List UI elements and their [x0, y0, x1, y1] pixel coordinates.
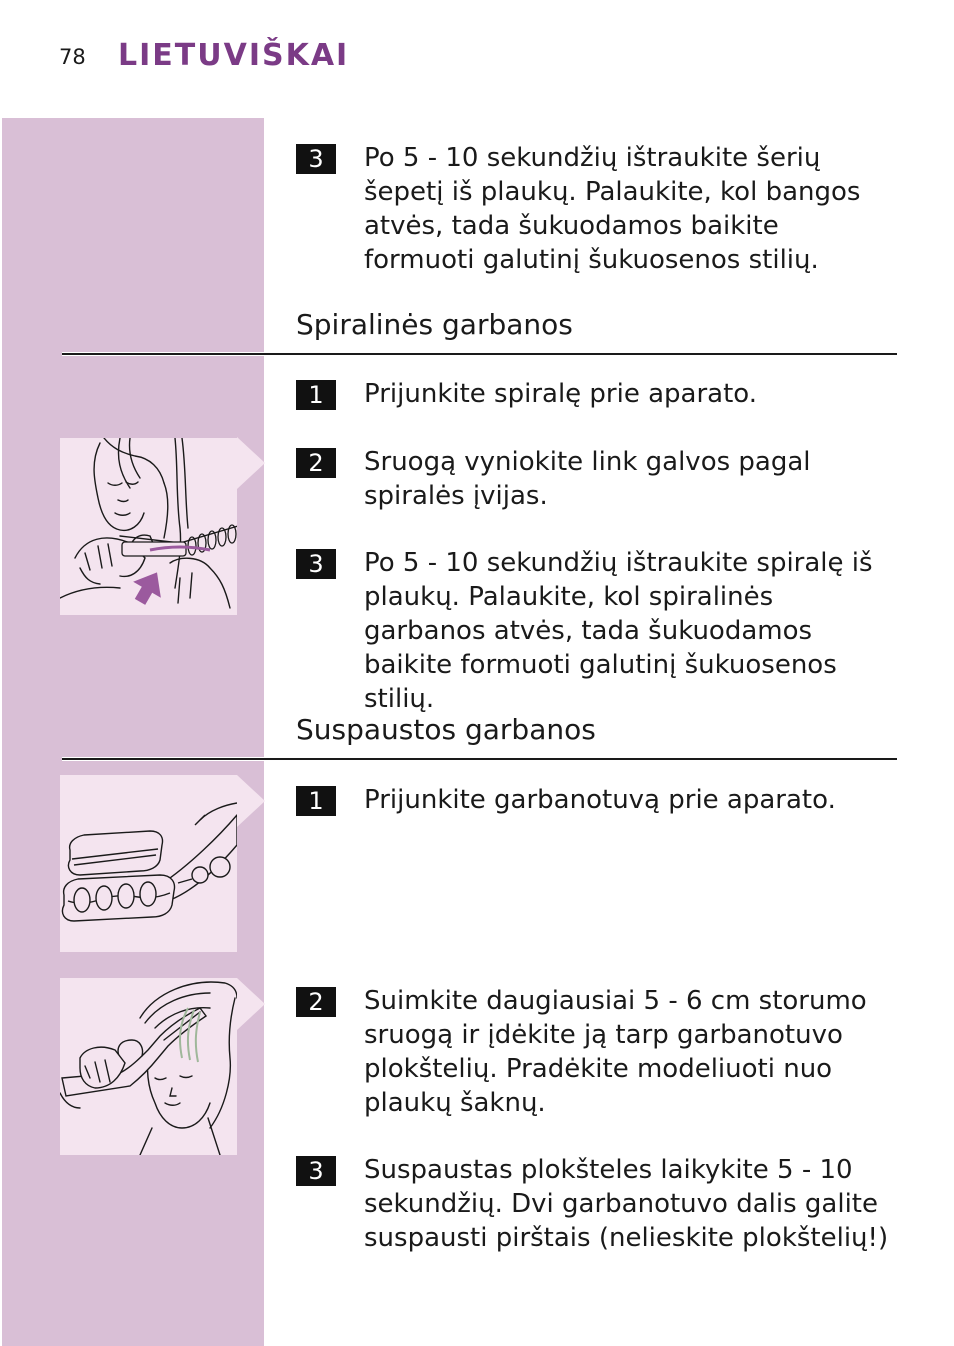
step-number: 3: [296, 549, 336, 579]
crimping-hair-illustration: [60, 978, 237, 1155]
step-number: 3: [296, 1156, 336, 1186]
arrow-up-icon: [126, 564, 171, 609]
step-text: Po 5 - 10 sekundžių ištraukite šerių šepetį iš plaukų. Palaukite, kol bangos atvės, tada šukuodamos baikite formuoti galutinį šukuosenos stilių.: [364, 143, 861, 275]
spiral-styling-illustration: [60, 438, 237, 615]
illustration-pointer: [237, 978, 265, 1030]
crimper-attachment-illustration: [60, 775, 237, 952]
step-number: 1: [296, 786, 336, 816]
step-text: Suspaustas plokšteles laikykite 5 - 10 sekundžių. Dvi garbanotuvo dalis galite suspausti pirštais (nelieskite plokštelių!): [364, 1155, 889, 1253]
step-text: Prijunkite spiralę prie aparato.: [364, 379, 758, 409]
step-number: 3: [296, 144, 336, 174]
section-rule: [62, 353, 897, 355]
step-text: Po 5 - 10 sekundžių ištraukite spiralę iš plaukų. Palaukite, kol spiralinės garbanos atvės, tada šukuodamos baikite formuoti galutinį šukuosenos stilių.: [364, 548, 873, 714]
language-heading: LIETUVIŠKAI: [118, 38, 350, 73]
step-text: Prijunkite garbanotuvą prie aparato.: [364, 785, 836, 815]
step-text: Sruogą vyniokite link galvos pagal spiralės įvijas.: [364, 447, 811, 511]
illustration-pointer: [237, 437, 265, 489]
section-title-spiral: Spiralinės garbanos: [296, 308, 573, 341]
step-number: 2: [296, 987, 336, 1017]
step-text: Suimkite daugiausiai 5 - 6 cm storumo sruogą ir įdėkite ją tarp garbanotuvo plokštelių. Pradėkite modeliuoti nuo plaukų šaknų.: [364, 986, 867, 1118]
illustration-pointer: [237, 775, 265, 827]
step-number: 1: [296, 380, 336, 410]
step-number: 2: [296, 448, 336, 478]
page-number: 78: [59, 45, 86, 69]
section-rule: [62, 758, 897, 760]
sidebar-band: [2, 118, 264, 1346]
section-title-crimp: Suspaustos garbanos: [296, 713, 596, 746]
